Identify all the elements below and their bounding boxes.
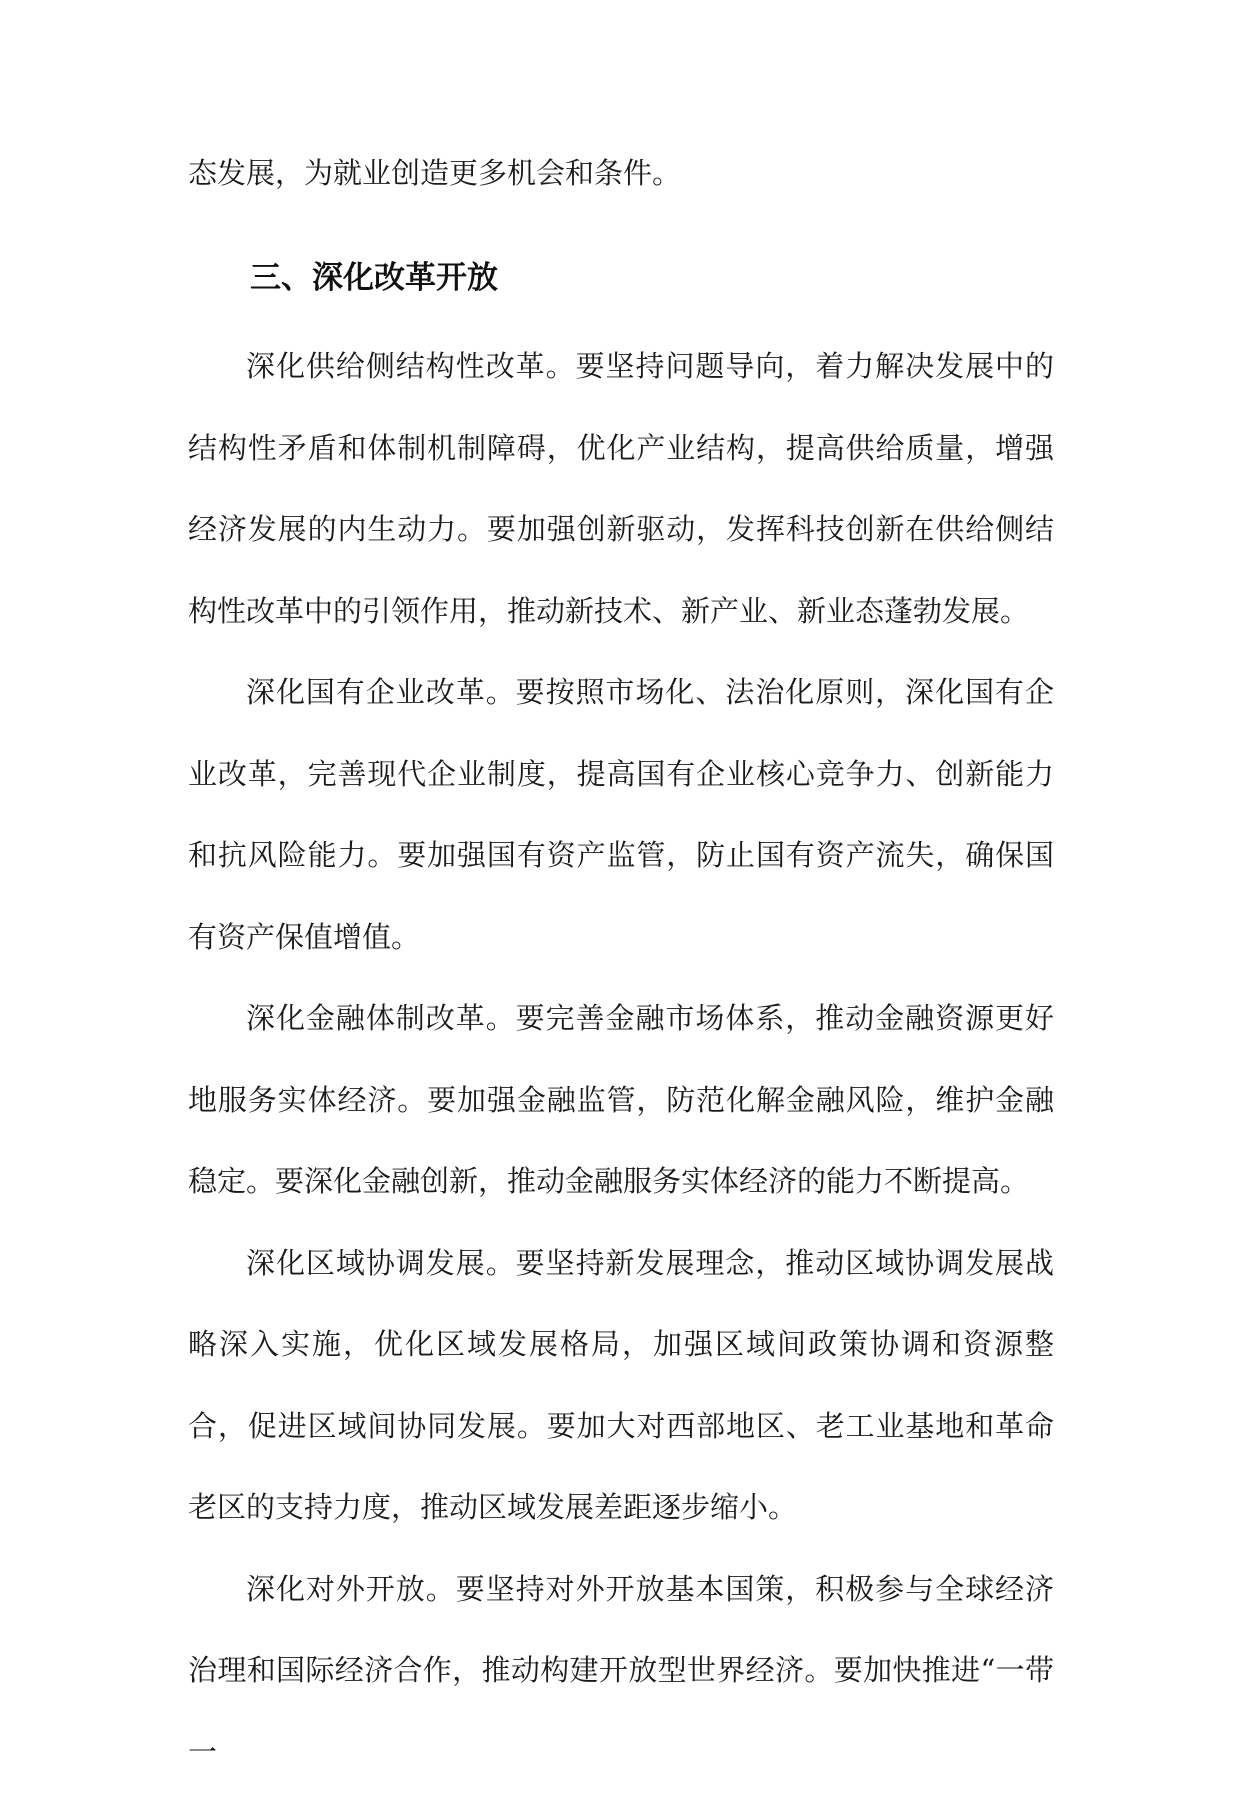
section-body (188, 326, 1054, 1793)
paragraph-financial-reform: 深化金融体制改革。要完善金融市场体系，推动金融资源更好地服务实体经济。要加强金融监管，防范化解金融风险，维护金融稳定。要深化金融创新，推动金融服务实体经济的能力不断提高。 (188, 978, 1054, 1223)
paragraph-soe-reform: 深化国有企业改革。要按照市场化、法治化原则，深化国有企业改革，完善现代企业制度，提高国有企业核心竞争力、创新能力和抗风险能力。要加强国有资产监管，防止国有资产流失，确保国有资产保值增值。 (188, 652, 1054, 978)
paragraph-regional-development: 深化区域协调发展。要坚持新发展理念，推动区域协调发展战略深入实施，优化区域发展格局，加强区域间政策协调和资源整合，促进区域间协同发展。要加大对西部地区、老工业基地和革命老区的支持力度，推动区域发展差距逐步缩小。 (188, 1223, 1054, 1549)
paragraph-opening-up: 深化对外开放。要坚持对外开放基本国策，积极参与全球经济治理和国际经济合作，推动构建开放型世界经济。要加快推进“一带一 (188, 1549, 1054, 1793)
continuation-paragraph: 态发展，为就业创造更多机会和条件。 (188, 133, 1054, 215)
paragraph-supply-side-reform: 深化供给侧结构性改革。要坚持问题导向，着力解决发展中的结构性矛盾和体制机制障碍，优化产业结构，提高供给质量，增强经济发展的内生动力。要加强创新驱动，发挥科技创新在供给侧结构性改革中的引领作用，推动新技术、新产业、新业态蓬勃发展。 (188, 326, 1054, 652)
section-heading: 三、深化改革开放 (250, 238, 498, 320)
